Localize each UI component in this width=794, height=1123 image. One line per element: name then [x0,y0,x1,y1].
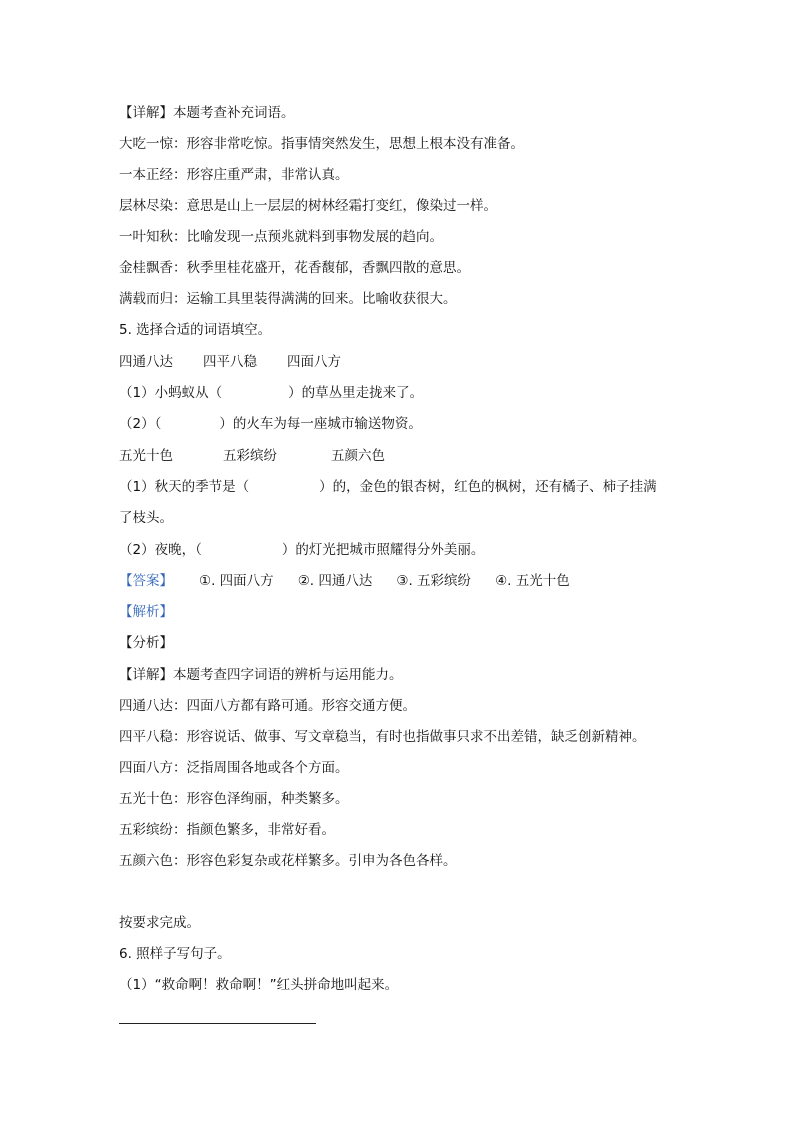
instruction-line: 按要求完成。 [119,915,200,931]
fill-sentence: （1）秋天的季节是（ ）的，金色的银杏树，红色的枫树，还有橘子、柿子挂满 [119,479,657,495]
word-choice: 五彩缤纷 [223,448,277,464]
word-choice: 五光十色 [119,448,173,464]
definition-line: 层林尽染：意思是山上一层层的树林经霜打变红，像染过一样。 [119,198,497,214]
definition-line: 五光十色：形容色泽绚丽，种类繁多。 [119,791,349,807]
fill-sentence: （2）夜晚，（ ）的灯光把城市照耀得分外美丽。 [119,542,485,558]
answer-item: ②. 四通八达 [297,573,373,589]
answer-item: ④. 五光十色 [495,573,570,589]
detail-heading-1: 【详解】本题考查补充词语。 [119,105,295,121]
fill-sentence: （1）小蚂蚁从（ ）的草丛里走拢来了。 [119,385,424,401]
definition-line: 一本正经：形容庄重严肃，非常认真。 [119,167,349,183]
fenxi-label: 【分析】 [119,635,173,651]
definition-line: 一叶知秋：比喻发现一点预兆就料到事物发展的趋向。 [119,229,443,245]
definition-line: 四面八方：泛指周围各地或各个方面。 [119,760,349,776]
fill-sentence: （2）（ ）的火车为每一座城市输送物资。 [119,416,422,432]
answer-line [119,572,570,590]
answer-item: ①. 四面八方 [199,573,274,589]
word-choice: 四通八达 [119,354,173,370]
definition-line: 四平八稳：形容说话、做事、写文章稳当，有时也指做事只求不出差错，缺乏创新精神。 [119,729,646,745]
definition-line: 金桂飘香：秋季里桂花盛开，花香馥郁，香飘四散的意思。 [119,260,470,276]
analysis-label: 【解析】 [119,604,173,620]
question-6-title: 6. 照样子写句子。 [119,946,231,962]
definition-line: 四通八达：四面八方都有路可通。形容交通方便。 [119,698,416,714]
definition-line: 大吃一惊：形容非常吃惊。指事情突然发生，思想上根本没有准备。 [119,136,524,152]
word-choices-1 [119,353,341,371]
word-choice: 四平八稳 [203,354,257,370]
example-sentence: （1）“救命啊！救命啊！”红头拼命地叫起来。 [119,977,399,993]
word-choice: 五颜六色 [331,448,385,464]
definition-line: 满载而归：运输工具里装得满满的回来。比喻收获很大。 [119,291,457,307]
answer-underline [119,1023,316,1024]
answer-item: ③. 五彩缤纷 [396,573,472,589]
fill-sentence-continued: 了枝头。 [119,510,173,526]
answer-label: 【答案】 [119,573,173,589]
question-5-title: 5. 选择合适的词语填空。 [119,322,272,338]
definition-line: 五颜六色：形容色彩复杂或花样繁多。引申为各色各样。 [119,853,457,869]
word-choices-2 [119,447,385,465]
word-choice: 四面八方 [287,354,341,370]
definition-line: 五彩缤纷：指颜色繁多，非常好看。 [119,822,335,838]
detail-heading-2: 【详解】本题考查四字词语的辨析与运用能力。 [119,667,403,683]
